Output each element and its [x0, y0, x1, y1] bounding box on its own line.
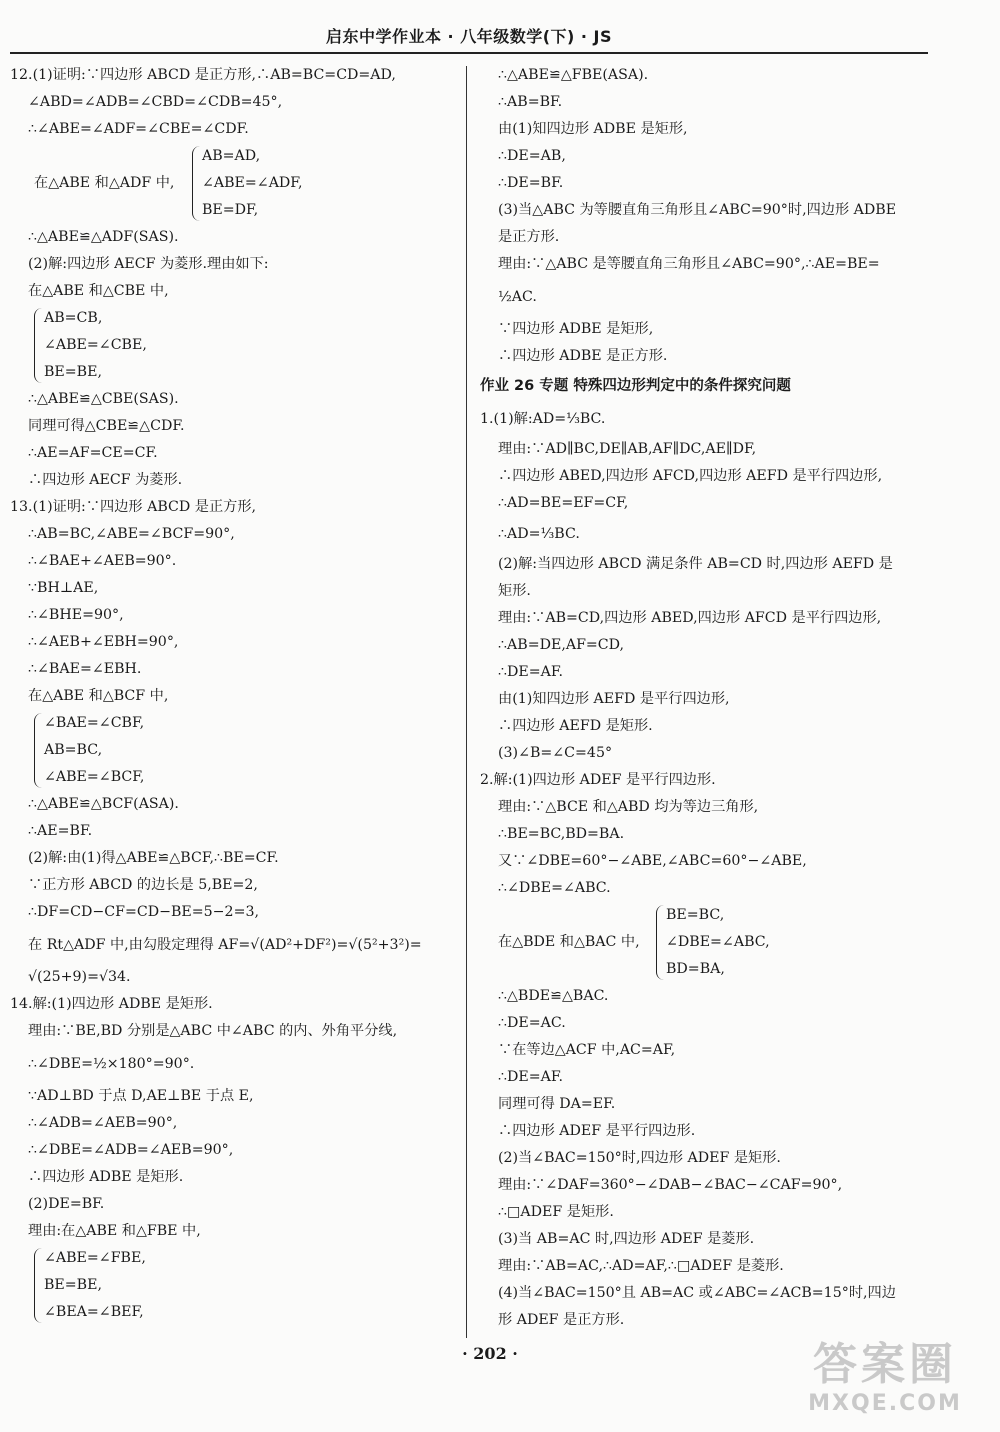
text-line: 2.解:(1)四边形 ADEF 是平行四边形. [480, 772, 716, 788]
text-line: 矩形. [498, 583, 531, 599]
text-line: ∴DE=AB, [498, 148, 566, 164]
text-line: ∵BH⊥AE, [28, 580, 99, 596]
brace-item: ∠ABE=∠ADF, [202, 175, 303, 191]
text-line: 形 ADEF 是正方形. [498, 1312, 625, 1328]
text-line: ∴DE=AC. [498, 1015, 566, 1031]
section-title: 作业 26 专题 特殊四边形判定中的条件探究问题 [480, 378, 791, 394]
text-line: ∴四边形 AECF 为菱形. [28, 472, 183, 488]
text-line: ∴四边形 ABED,四边形 AFCD,四边形 AEFD 是平行四边形, [498, 468, 883, 484]
column-divider [466, 66, 467, 1338]
text-line: 14.解:(1)四边形 ADBE 是矩形. [10, 996, 213, 1012]
text-line: ∴∠DBE=∠ADB=∠AEB=90°, [28, 1142, 234, 1158]
brace-system [10, 1245, 462, 1326]
brace-item: AB=AD, [202, 148, 261, 164]
text-line: (3)∠B=∠C=45° [498, 745, 613, 761]
text-line: ∴DF=CD−CF=CD−BE=5−2=3, [28, 904, 259, 920]
text-line: 在△ABE 和△BCF 中, [28, 688, 169, 704]
text-line: 由(1)知四边形 ADBE 是矩形, [498, 121, 688, 137]
text-line: (4)当∠BAC=150°且 AB=AC 或∠ABC=∠ACB=15°时,四边 [498, 1285, 896, 1301]
text-line: ∴AD=⅓BC. [498, 526, 580, 542]
text-line: 理由:∵AB=CD,四边形 ABED,四边形 AFCD 是平行四边形, [498, 610, 882, 626]
text-line: ½AC. [498, 289, 537, 305]
brace-item: ∠ABE=∠FBE, [44, 1250, 146, 1266]
text-line: 理由:∵△ABC 是等腰直角三角形且∠ABC=90°,∴AE=BE= [498, 256, 880, 272]
text-line: 是正方形. [498, 229, 560, 245]
text-line: (2)DE=BF. [28, 1196, 105, 1212]
text-line: ∴∠AEB+∠EBH=90°, [28, 634, 179, 650]
page-header: 启东中学作业本 · 八年级数学(下) · JS [10, 22, 928, 54]
text-line: ∵四边形 ADBE 是矩形, [498, 321, 654, 337]
text-line: 由(1)知四边形 AEFD 是平行四边形, [498, 691, 730, 707]
text-line: ∴∠BHE=90°, [28, 607, 124, 623]
page-number: · 202 · [462, 1344, 518, 1363]
brace-symbol [656, 905, 665, 980]
watermark-brand: 答案圈 [813, 1339, 957, 1390]
text-line: (3)当 AB=AC 时,四边形 ADEF 是菱形. [498, 1231, 755, 1247]
text-line: ∴四边形 ADEF 是平行四边形. [498, 1123, 696, 1139]
brace-symbol [34, 713, 43, 788]
text-line: √(25+9)=√34. [28, 969, 131, 985]
brace-item: ∠ABE=∠CBE, [44, 337, 147, 353]
brace-symbol [192, 146, 201, 221]
text-line: (2)解:四边形 AECF 为菱形.理由如下: [28, 256, 269, 272]
text-line: ∴△BDE≌△BAC. [498, 988, 609, 1004]
brace-symbol [34, 308, 43, 383]
text-line: 1.(1)解:AD=⅓BC. [480, 411, 606, 427]
brace-item: ∠DBE=∠ABC, [666, 934, 770, 950]
text-line: 12.(1)证明:∵四边形 ABCD 是正方形,∴AB=BC=CD=AD, [10, 67, 396, 83]
text-line: 理由:在△ABE 和△FBE 中, [28, 1223, 201, 1239]
text-line: ∴AB=BC,∠ABE=∠BCF=90°, [28, 526, 235, 542]
text-line: ∴△ABE≌△BCF(ASA). [28, 796, 179, 812]
watermark-url: MXQE.COM [808, 1391, 962, 1416]
text-line: ∴AD=BE=EF=CF, [498, 495, 629, 511]
text-line: ∠ABD=∠ADB=∠CBD=∠CDB=45°, [28, 94, 283, 110]
text-line: (2)解:由(1)得△ABE≌△BCF,∴BE=CF. [28, 850, 279, 866]
text-line: ∴∠ADB=∠AEB=90°, [28, 1115, 178, 1131]
brace-item: ∠ABE=∠BCF, [44, 769, 145, 785]
brace-label: 在△ABE 和△ADF 中, [34, 175, 175, 191]
brace-item: BE=DF, [202, 202, 259, 218]
text-line: (2)当∠BAC=150°时,四边形 ADEF 是矩形. [498, 1150, 781, 1166]
text-line: ∴四边形 ADBE 是正方形. [498, 348, 668, 364]
text-line: 在△ABE 和△CBE 中, [28, 283, 169, 299]
text-line: 理由:∵AD∥BC,DE∥AB,AF∥DC,AE∥DF, [498, 441, 757, 457]
text-line: ∴AE=BF. [28, 823, 93, 839]
left-column [10, 62, 462, 1326]
brace-system [10, 710, 462, 791]
text-line: ∴∠BAE+∠AEB=90°. [28, 553, 177, 569]
text-line: ∴△ABE≌△FBE(ASA). [498, 67, 649, 83]
brace-item: BD=BA, [666, 961, 725, 977]
brace-symbol [34, 1248, 43, 1323]
text-line: (3)当△ABC 为等腰直角三角形且∠ABC=90°时,四边形 ADBE [498, 202, 897, 218]
text-line: ∴□ADEF 是矩形. [498, 1204, 614, 1220]
text-line: 理由:∵BE,BD 分别是△ABC 中∠ABC 的内、外角平分线, [28, 1023, 398, 1039]
text-line: ∴∠BAE=∠EBH. [28, 661, 142, 677]
watermark-logo [780, 1340, 990, 1424]
text-line: ∵AD⊥BD 于点 D,AE⊥BE 于点 E, [28, 1088, 254, 1104]
brace-label: 在△BDE 和△BAC 中, [498, 934, 640, 950]
text-line: 在 Rt△ADF 中,由勾股定理得 AF=√(AD²+DF²)=√(5²+3²)= [28, 937, 422, 953]
right-column [480, 62, 932, 1334]
text-line: ∵在等边△ACF 中,AC=AF, [498, 1042, 676, 1058]
text-line: 又∵∠DBE=60°−∠ABE,∠ABC=60°−∠ABE, [498, 853, 807, 869]
text-line: ∴AB=DE,AF=CD, [498, 637, 625, 653]
text-line: ∴四边形 ADBE 是矩形. [28, 1169, 184, 1185]
brace-item: ∠BAE=∠CBF, [44, 715, 145, 731]
text-line: ∴四边形 AEFD 是矩形. [498, 718, 653, 734]
text-line: 理由:∵∠DAF=360°−∠DAB−∠BAC−∠CAF=90°, [498, 1177, 843, 1193]
text-line: ∴∠DBE=½×180°=90°. [28, 1056, 195, 1072]
text-line: ∴DE=AF. [498, 1069, 564, 1085]
brace-system [480, 902, 932, 983]
text-line: (2)解:当四边形 ABCD 满足条件 AB=CD 时,四边形 AEFD 是 [498, 556, 893, 572]
brace-system [10, 305, 462, 386]
brace-system [10, 143, 462, 224]
text-line: ∵正方形 ABCD 的边长是 5,BE=2, [28, 877, 258, 893]
text-line: ∴∠DBE=∠ABC. [498, 880, 611, 896]
text-line: 理由:∵△BCE 和△ABD 均为等边三角形, [498, 799, 759, 815]
text-line: 同理可得 DA=EF. [498, 1096, 616, 1112]
brace-item: BE=BC, [666, 907, 725, 923]
text-line: ∴BE=BC,BD=BA. [498, 826, 625, 842]
text-line: ∴∠ABE=∠ADF=∠CBE=∠CDF. [28, 121, 249, 137]
brace-item: BE=BE, [44, 364, 102, 380]
text-line: 理由:∵AB=AC,∴AD=AF,∴□ADEF 是菱形. [498, 1258, 784, 1274]
text-line: ∴△ABE≌△CBE(SAS). [28, 391, 179, 407]
text-line: ∴AB=BF. [498, 94, 563, 110]
text-line: ∴DE=AF. [498, 664, 564, 680]
text-line: 13.(1)证明:∵四边形 ABCD 是正方形, [10, 499, 257, 515]
text-line: ∴DE=BF. [498, 175, 564, 191]
text-line: ∴△ABE≌△ADF(SAS). [28, 229, 179, 245]
text-line: ∴AE=AF=CE=CF. [28, 445, 158, 461]
brace-item: ∠BEA=∠BEF, [44, 1304, 144, 1320]
text-line: 同理可得△CBE≌△CDF. [28, 418, 185, 434]
brace-item: AB=CB, [44, 310, 103, 326]
brace-item: AB=BC, [44, 742, 103, 758]
brace-item: BE=BE, [44, 1277, 102, 1293]
